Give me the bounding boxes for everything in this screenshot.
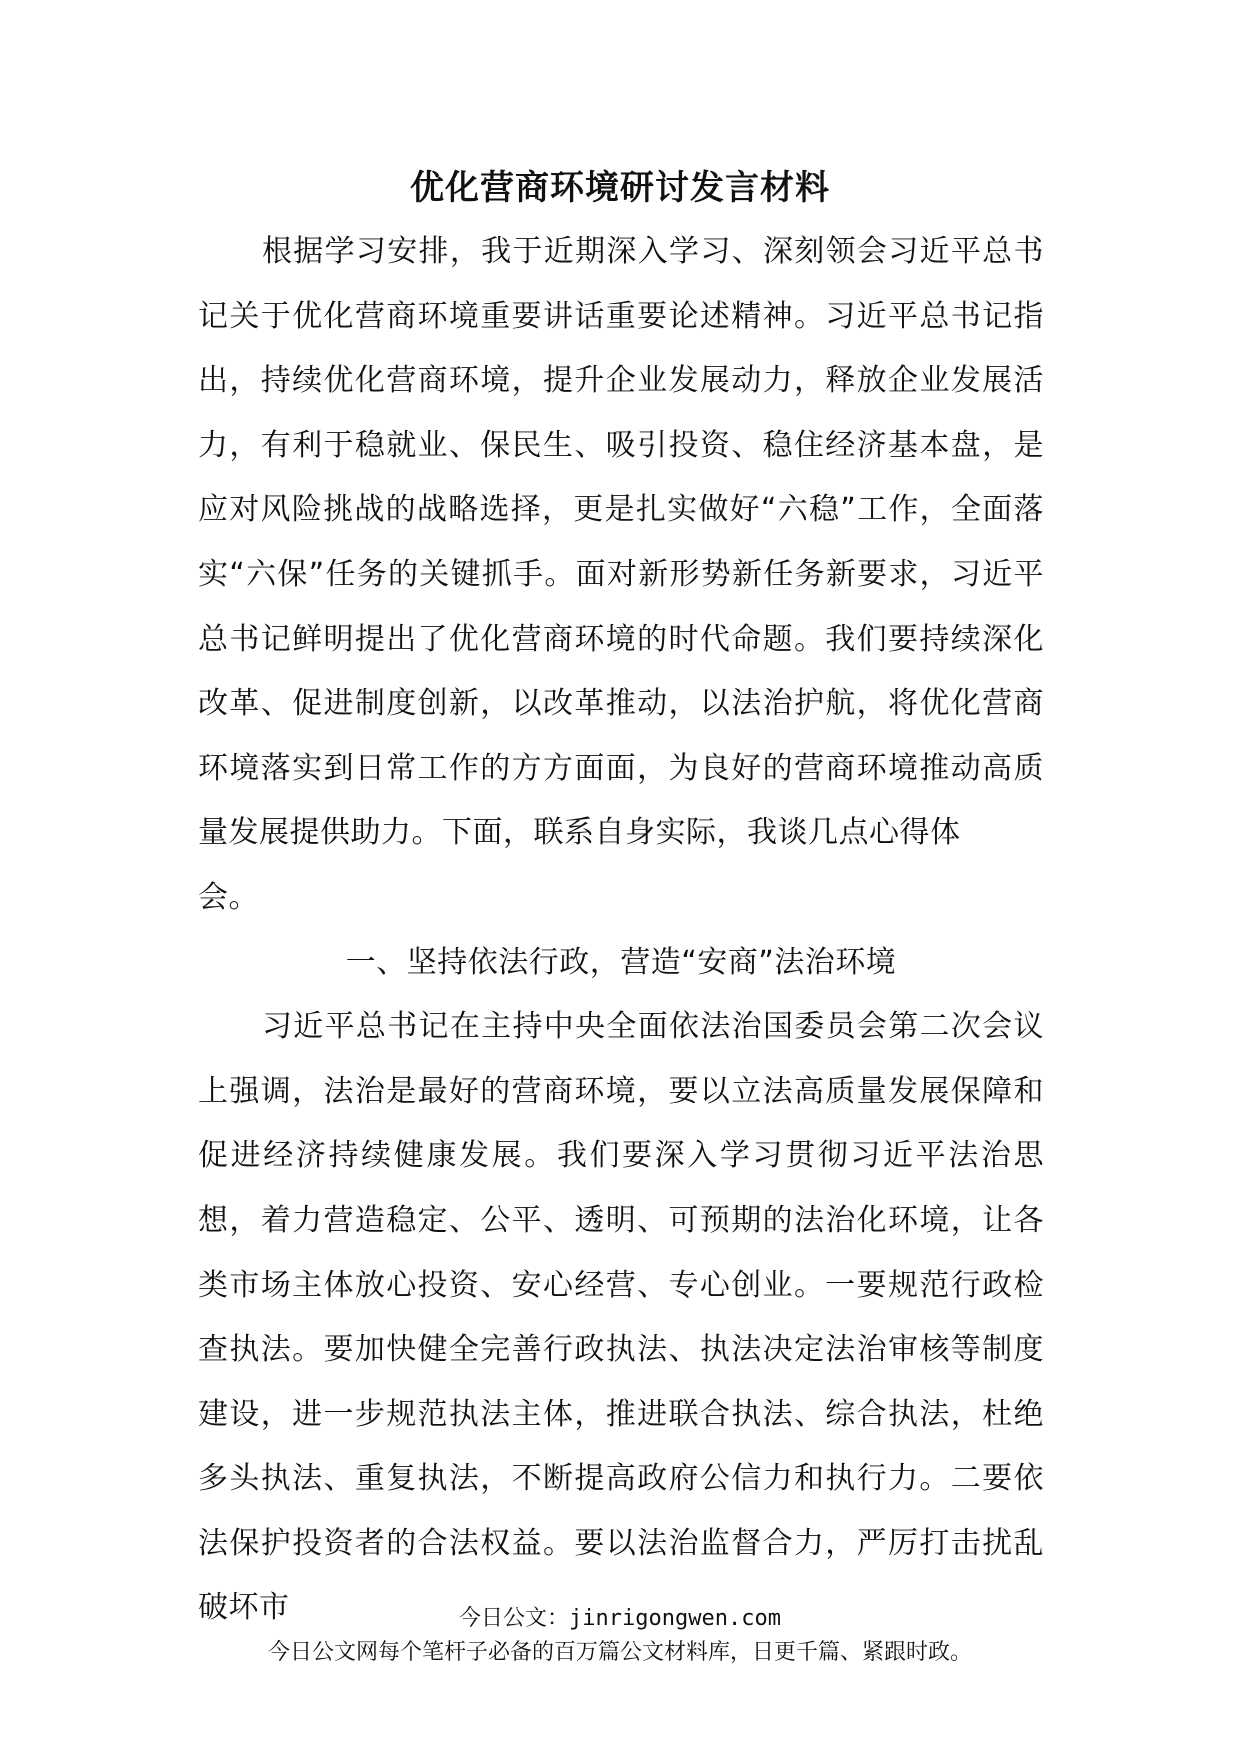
footer-site-url[interactable]: jinrigongwen.com bbox=[569, 1606, 781, 1631]
intro-paragraph bbox=[198, 220, 1044, 931]
document-title: 优化营商环境研讨发言材料 bbox=[410, 168, 830, 208]
footer-slogan: 今日公文网每个笔杆子必备的百万篇公文材料库，日更千篇、紧跟时政。 bbox=[267, 1640, 972, 1665]
footer-site bbox=[0, 1604, 1240, 1634]
section-1-paragraph: 习近平总书记在主持中央全面依法治国委员会第二次会议上强调，法治是最好的营商环境，要以立法高质量发展保障和促进经济持续健康发展。我们要深入学习贯彻习近平法治思想，着力营造稳定、公平、透明、可预期的法治化环境，让各类市场主体放心投资、安心经营、专心创业。一要规范行政检查执法。要加快健全完善行政执法、执法决定法治审核等制度建设，进一步规范执法主体，推进联合执法、综合执法，杜绝多头执法、重复执法，不断提高政府公信力和执行力。二要依法保护投资者的合法权益。要以法治监督合力，严厉打击扰乱破坏市 bbox=[198, 1009, 1044, 1626]
section-heading-1: 一、坚持依法行政，营造“安商”法治环境 bbox=[345, 944, 897, 980]
footer-site-label: 今日公文： bbox=[459, 1606, 570, 1631]
intro-paragraph-text: 根据学习安排，我于近期深入学习、深刻领会习近平总书记关于优化营商环境重要讲话重要论述精神。习近平总书记指出，持续优化营商环境，提升企业发展动力，释放企业发展活力，有利于稳就业、保民生、吸引投资、稳住经济基本盘，是应对风险挑战的战略选择，更是扎实做好“六稳”工作，全面落实“六保”任务的关键抓手。面对新形势新任务新要求，习近平总书记鲜明提出了优化营商环境的时代命题。我们要持续深化改革、促进制度创新，以改革推动，以法治护航，将优化营商环境落实到日常工作的方方面面，为良好的营商环境推动高质量发展提供助力。下面，联系自身实际，我谈几点心得体 bbox=[198, 234, 1044, 851]
intro-paragraph-tail: 会。 bbox=[198, 879, 259, 915]
document-body bbox=[198, 220, 1044, 1641]
